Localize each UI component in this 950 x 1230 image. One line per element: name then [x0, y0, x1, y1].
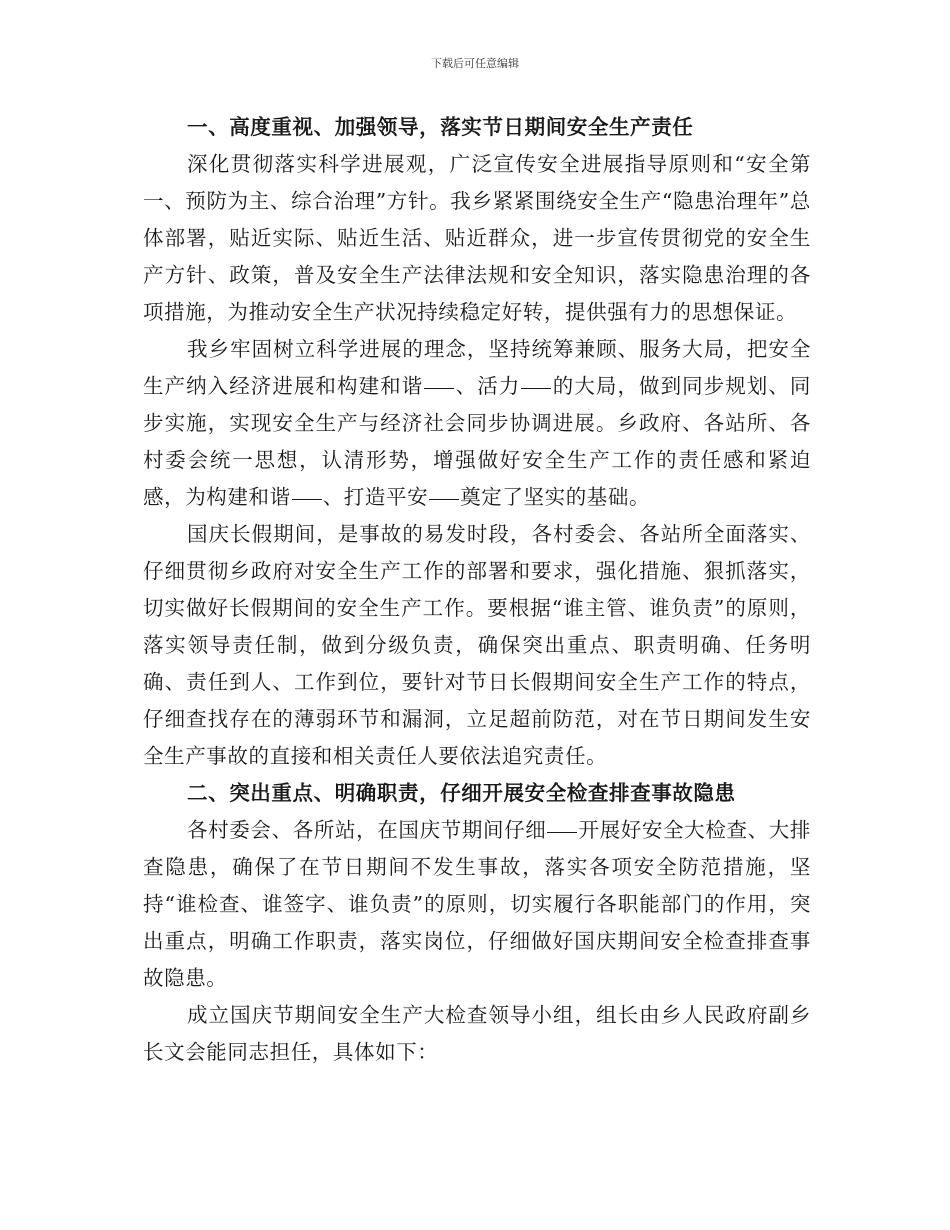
blank-line — [292, 499, 322, 500]
header-note: 下载后可任意编辑 — [431, 57, 519, 70]
text-run: 开展好安全大检查、大排查隐患，确保了在节日期间不发生事故，落实各项安全防范措施，坚持“谁检查、谁签字、谁负责”的原则，切实履行各职能部门的作用，突出重点，明确工作职责，落实岗位，仔细做好国庆期间安全检查排查事故隐患。 — [143, 818, 811, 990]
text-run: 、活力 — [455, 374, 521, 398]
section-1-paragraph-3: 国庆长假期间，是事故的易发时段，各村委会、各站所全面落实、仔细贯彻乡政府对安全生产工作的部署和要求，强化措施、狠抓落实，切实做好长假期间的安全生产工作。要根据“谁主管、谁负责”的原则，落实领导责任制，做到分级负责，确保突出重点、职责明确、任务明确、责任到人、工作到位，要针对节日长假期间安全生产工作的特点，仔细查找存在的薄弱环节和漏洞，立足超前防范，对在节日期间发生安全生产事故的直接和相关责任人要依法追究责任。 — [143, 522, 811, 768]
section-1-paragraph-2 — [143, 331, 811, 516]
section-2-paragraph-1 — [143, 812, 811, 997]
text-run: 的大局，做到同步规划、同步实施，实现安全生产与经济社会同步协调进展。乡政府、各站所、各村委会统一思想，认清形势，增强做好安全生产工作的责任感和紧迫感，为构建和谐 — [143, 374, 811, 509]
document-body — [143, 109, 811, 1071]
section-2-heading: 二、突出重点、明确职责，仔细开展安全检查排查事故隐患 — [187, 781, 736, 805]
section-1-heading: 一、高度重视、加强领导，落实节日期间安全生产责任 — [187, 115, 694, 139]
text-run: 我乡牢固树立科学进展的理念，坚持统筹兼顾、服务大局，把安全生产纳入经济进展和构建和谐 — [143, 337, 811, 398]
text-run: 奠定了坚实的基础。 — [460, 485, 651, 509]
blank-line — [429, 499, 459, 500]
text-run: 各村委会、各所站，在国庆节期间仔细 — [187, 818, 547, 842]
text-run: 、打造平安 — [322, 485, 429, 509]
blank-line — [424, 388, 454, 389]
blank-line — [547, 832, 577, 833]
section-1-paragraph-1: 深化贯彻落实科学进展观，广泛宣传安全进展指导原则和“安全第一、预防为主、综合治理”方针。我乡紧紧围绕安全生产“隐患治理年”总体部署，贴近实际、贴近生活、贴近群众，进一步宣传贯彻党的安全生产方针、政策，普及安全生产法律法规和安全知识，落实隐患治理的各项措施，为推动安全生产状况持续稳定好转，提供强有力的思想保证。 — [143, 152, 811, 324]
section-2-paragraph-2: 成立国庆节期间安全生产大检查领导小组，组长由乡人民政府副乡长文会能同志担任，具体如下： — [143, 1003, 811, 1064]
blank-line — [521, 388, 551, 389]
